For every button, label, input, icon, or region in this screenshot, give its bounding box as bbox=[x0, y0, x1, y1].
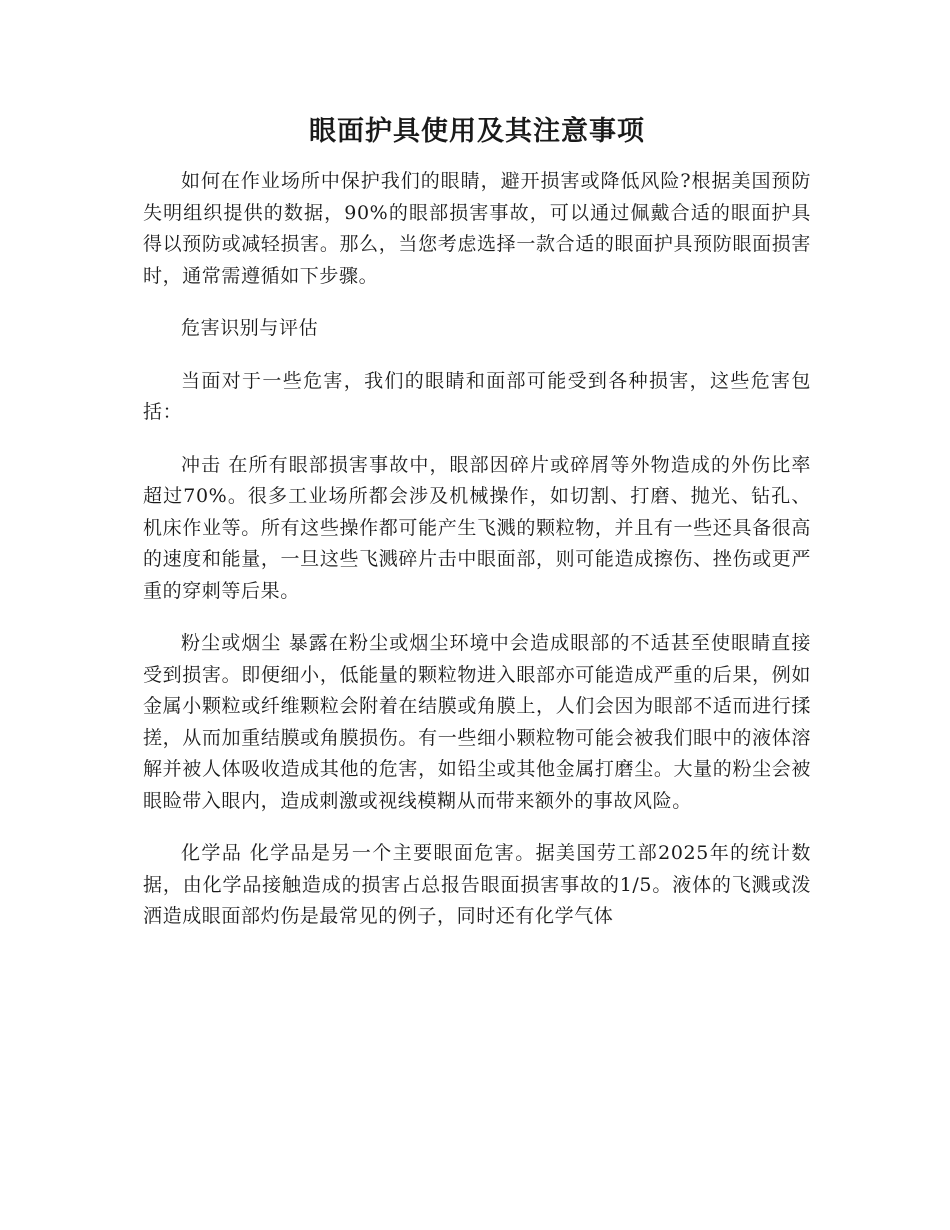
paragraph-intro: 如何在作业场所中保护我们的眼睛，避开损害或降低风险?根据美国预防失明组织提供的数据，90%的眼部损害事故，可以通过佩戴合适的眼面护具得以预防或减轻损害。那么，当您考虑选择一款合适的眼面护具预防眼面损害时，通常需遵循如下步骤。 bbox=[143, 170, 811, 287]
paragraph-impact: 冲击 在所有眼部损害事故中，眼部因碎片或碎屑等外物造成的外伤比率超过70%。很多工业场所都会涉及机械操作，如切割、打磨、抛光、钻孔、机床作业等。所有这些操作都可能产生飞溅的颗粒物，并且有一些还具备很高的速度和能量，一旦这些飞溅碎片击中眼面部，则可能造成擦伤、挫伤或更严重的穿刺等后果。 bbox=[143, 453, 811, 602]
paragraph-chemicals: 化学品 化学品是另一个主要眼面危害。据美国劳工部2025年的统计数据，由化学品接触造成的损害占总报告眼面损害事故的1/5。液体的飞溅或泼洒造成眼面部灼伤是最常见的例子，同时还有化学气体 bbox=[143, 842, 811, 927]
document-title: 眼面护具使用及其注意事项 bbox=[309, 116, 645, 147]
paragraph-hazards-intro: 当面对于一些危害，我们的眼睛和面部可能受到各种损害，这些危害包括： bbox=[143, 369, 811, 423]
paragraph-dust: 粉尘或烟尘 暴露在粉尘或烟尘环境中会造成眼部的不适甚至使眼睛直接受到损害。即便细小，低能量的颗粒物进入眼部亦可能造成严重的后果，例如金属小颗粒或纤维颗粒会附着在结膜或角膜上，人们会因为眼部不适而进行揉搓，从而加重结膜或角膜损伤。有一些细小颗粒物可能会被我们眼中的液体溶解并被人体吸收造成其他的危害，如铅尘或其他金属打磨尘。大量的粉尘会被眼睑带入眼内，造成刺激或视线模糊从而带来额外的事故风险。 bbox=[143, 632, 811, 812]
document-page bbox=[143, 100, 811, 954]
paragraph-section-heading: 危害识别与评估 bbox=[181, 317, 319, 339]
